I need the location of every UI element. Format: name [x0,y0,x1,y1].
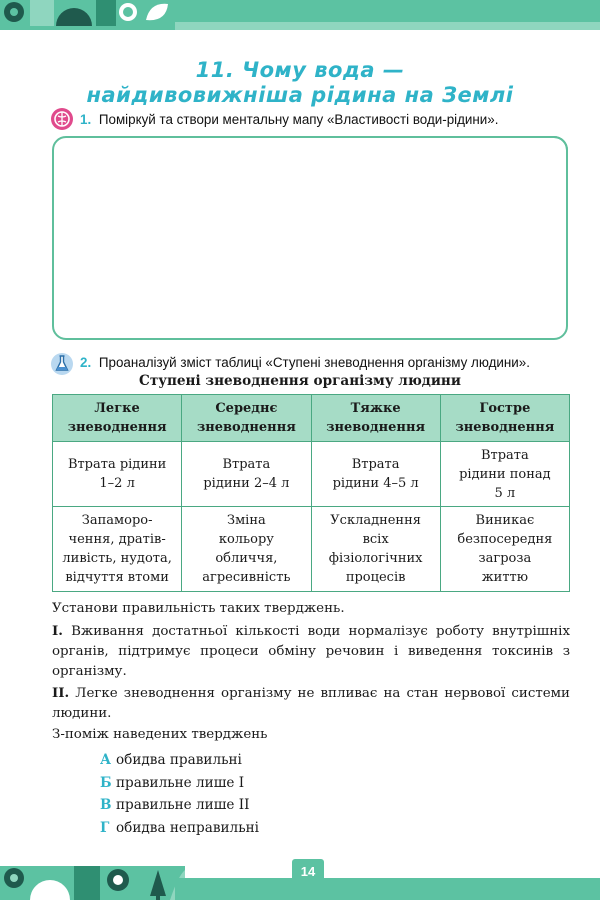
statement-1-text: Вживання достатньої кількості води нормалізує роботу внутрішніх органів, підтримує процеси обміну речовин і виведення токсинів з організму. [52,624,570,679]
header-medium: Середнє зневоднення [182,395,311,442]
table-row [53,507,570,592]
bottom-band-fill [175,878,600,900]
dehydration-table [52,394,570,592]
option-a[interactable]: А обидва правильні [100,752,242,768]
header-light: Легке зневоднення [53,395,182,442]
option-d[interactable]: Г обидва неправильні [100,819,260,836]
table-cell: Виникає безпосередня загроза життю [440,507,569,592]
table-cell: Втрата рідини 1–2 л [53,442,182,507]
task-1 [80,112,498,127]
bottom-ornament [0,856,185,900]
statement-1-label: I. [52,623,63,639]
option-c[interactable]: В правильне лише II [100,797,250,813]
box-corner-decoration [544,136,568,160]
header-acute: Гостре зневоднення [440,395,569,442]
lesson-title-line2: найдивовижніша рідина на Землі [86,83,514,107]
top-band-fill-light [170,22,600,30]
statement-2 [52,683,570,724]
table-cell: Запаморо- чення, дратів- ливість, нудота, відчуття втоми [53,507,182,592]
task-1-number: 1. [80,112,92,127]
table-cell: Втрата рідини понад 5 л [440,442,569,507]
lesson-title-line1: 11. Чому вода — [195,58,405,82]
table-cell: Зміна кольору обличчя, агресивність [182,507,311,592]
statement-2-label: II. [52,685,70,701]
page-number: 14 [292,859,324,885]
table-cell: Втрата рідини 4–5 л [311,442,440,507]
option-b[interactable]: Б правильне лише I [100,774,245,791]
table-header-row [53,395,570,442]
task-1-text: Поміркуй та створи ментальну мапу «Властивості води-рідини». [98,112,499,127]
statement-2-text: Легке зневоднення організму не впливає на стан нервової системи людини. [52,686,570,721]
header-severe: Тяжке зневоднення [311,395,440,442]
task-2 [80,355,530,370]
top-decorative-band [0,0,600,30]
table-cell: Ускладнення всіх фізіологічних процесів [311,507,440,592]
top-band-fill [170,0,600,22]
task-2-text: Проаналізуй зміст таблиці «Ступені зневоднення організму людини». [98,355,530,370]
question-intro: Установи правильність таких тверджень. [52,601,345,616]
answer-options [100,749,259,839]
top-ornament [0,0,175,30]
mind-map-answer-box[interactable] [52,136,568,340]
table-cell: Втрата рідини 2–4 л [182,442,311,507]
question-prompt: З-поміж наведених тверджень [52,727,268,742]
table-title: Ступені зневоднення організму людини [139,373,461,389]
task-2-number: 2. [80,355,92,370]
brain-icon [50,107,74,131]
table-row [53,442,570,507]
statement-1 [52,621,570,682]
